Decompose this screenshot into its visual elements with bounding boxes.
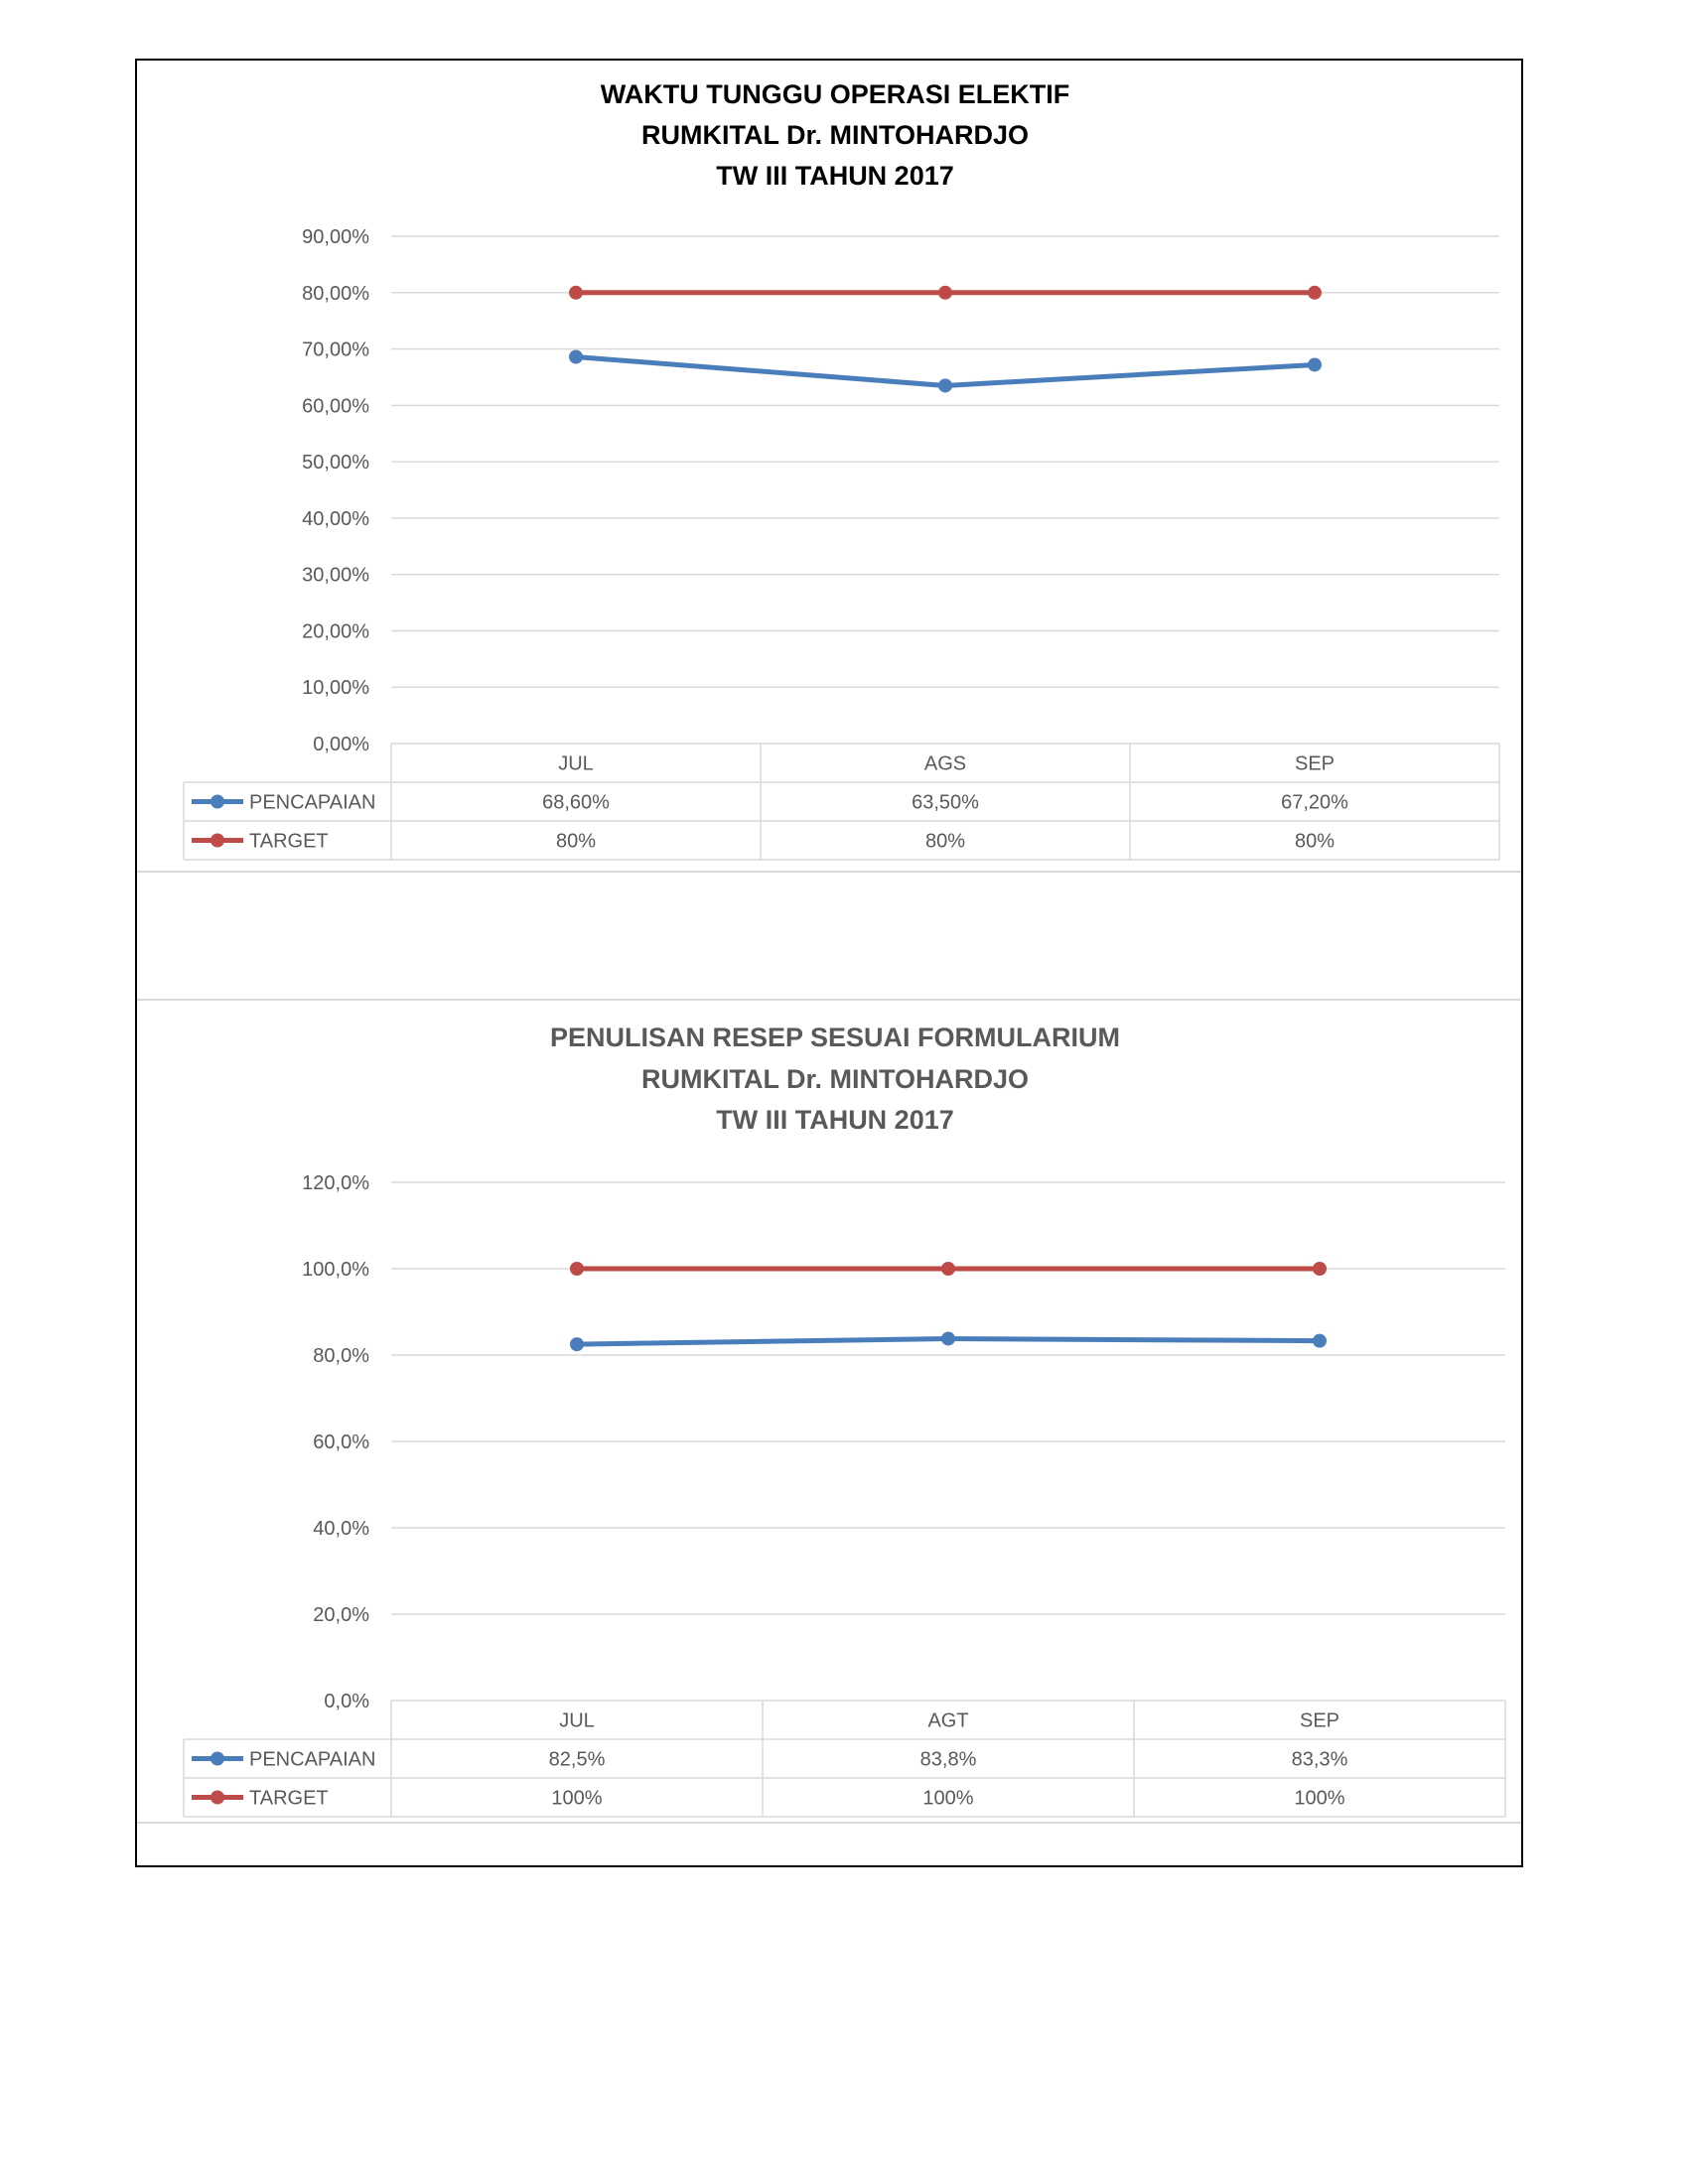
x-category-label: AGT bbox=[927, 1709, 969, 1732]
data-table-value: 100% bbox=[922, 1787, 974, 1810]
data-point-pencapaian bbox=[1313, 1334, 1327, 1348]
y-tick-label: 10,00% bbox=[302, 677, 369, 700]
legend-key-marker bbox=[211, 1791, 224, 1805]
legend-key-marker bbox=[211, 1752, 224, 1766]
y-tick-label: 30,00% bbox=[302, 564, 369, 587]
y-tick-label: 20,00% bbox=[302, 620, 369, 643]
chart-title-line: PENULISAN RESEP SESUAI FORMULARIUM bbox=[549, 1023, 1121, 1052]
legend-series-name: TARGET bbox=[249, 830, 329, 853]
data-point-target bbox=[570, 1262, 584, 1276]
y-tick-label: 0,0% bbox=[324, 1691, 369, 1712]
data-table-value: 83,8% bbox=[919, 1748, 977, 1771]
data-table-value: 100% bbox=[1294, 1787, 1345, 1810]
y-tick-label: 50,00% bbox=[302, 452, 369, 475]
data-table-value: 80% bbox=[1294, 830, 1336, 853]
data-table-value: 67,20% bbox=[1281, 791, 1348, 814]
data-table-value: 100% bbox=[551, 1787, 603, 1810]
data-table-value: 80% bbox=[924, 830, 966, 853]
y-tick-label: 90,00% bbox=[302, 226, 369, 248]
chart-title-line: WAKTU TUNGGU OPERASI ELEKTIF bbox=[600, 79, 1070, 109]
y-tick-label: 120,0% bbox=[302, 1172, 369, 1194]
data-table-value: 80% bbox=[555, 830, 597, 853]
legend-series-name: PENCAPAIAN bbox=[249, 1748, 376, 1771]
y-tick-label: 70,00% bbox=[302, 339, 369, 361]
data-point-pencapaian bbox=[570, 1337, 584, 1351]
x-category-label: AGS bbox=[923, 752, 967, 775]
y-tick-label: 20,0% bbox=[313, 1604, 369, 1626]
y-tick-label: 0,00% bbox=[313, 734, 369, 755]
y-tick-label: 80,00% bbox=[302, 282, 369, 305]
chart-title-line: RUMKITAL Dr. MINTOHARDJO bbox=[640, 120, 1030, 150]
data-point-target bbox=[941, 1262, 955, 1276]
chart-title-line: RUMKITAL Dr. MINTOHARDJO bbox=[640, 1064, 1030, 1094]
x-category-label: SEP bbox=[1299, 1709, 1340, 1732]
y-tick-label: 40,0% bbox=[313, 1518, 369, 1540]
y-tick-label: 60,0% bbox=[313, 1432, 369, 1453]
y-tick-label: 60,00% bbox=[302, 395, 369, 418]
data-point-pencapaian bbox=[941, 1331, 955, 1345]
chart-title-line: TW III TAHUN 2017 bbox=[716, 161, 954, 191]
data-table-value: 83,3% bbox=[1291, 1748, 1348, 1771]
legend-series-name: PENCAPAIAN bbox=[249, 791, 376, 814]
y-tick-label: 40,00% bbox=[302, 507, 369, 530]
x-category-label: JUL bbox=[559, 1709, 595, 1732]
y-tick-label: 100,0% bbox=[302, 1259, 369, 1281]
legend-series-name: TARGET bbox=[249, 1787, 329, 1810]
chart-title-line: TW III TAHUN 2017 bbox=[716, 1105, 954, 1135]
data-table-value: 82,5% bbox=[548, 1748, 606, 1771]
data-point-target bbox=[1313, 1262, 1327, 1276]
x-category-label: JUL bbox=[558, 752, 594, 775]
x-category-label: SEP bbox=[1294, 752, 1336, 775]
y-tick-label: 80,0% bbox=[313, 1345, 369, 1367]
data-table-value: 63,50% bbox=[912, 791, 979, 814]
data-table-value: 68,60% bbox=[542, 791, 610, 814]
